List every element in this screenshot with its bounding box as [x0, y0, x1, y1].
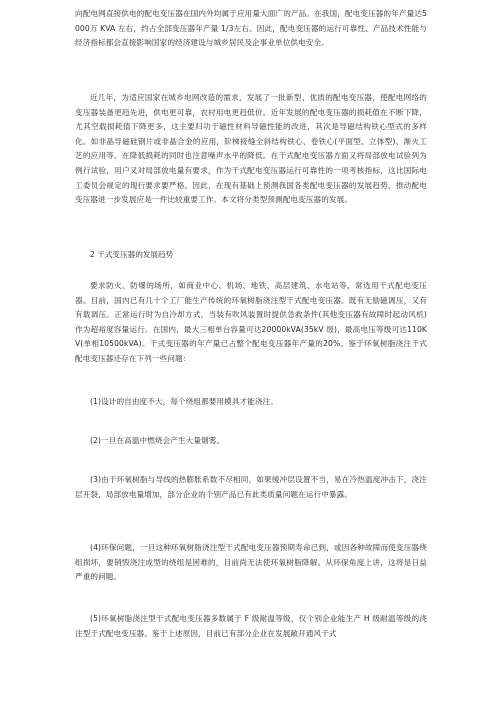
section-heading: 2 干式变压器的发展趋势 — [90, 250, 174, 259]
list-item-4: (4)环保问题，一旦这种环氧树脂浇注型干式配电变压器预期寿命已到，或因各种故障而使变压器绕组损坏，要销毁浇注成型的绕组是困难的，目前尚无法使环氧树脂降解。从环保角度上讲，这将是日益严重的问题。 — [75, 543, 427, 582]
paragraph-intro: 向配电网直接供电的配电变压器在国内外均属于应用量大面广的产品。在我国，配电变压器的年产量达5000万 KVA 左右，约占全部变压器年产量 1/3左右。因此，配电变压器的运行可靠性、产品技术性能与经济指标都会直接影响国家的经济建设与城乡居民及企事业单位供电安全。 — [75, 9, 427, 48]
paragraph-recent-development: 近几年，为适应国家在城乡电网改造的需求，发展了一批新型、优质的配电变压器，使配电网络的变压器装备更趋先进，供电更可靠，农村用电更趋低价。近年发展的配电变压器的损耗值在不断下降，尤其空载损耗值下降更多，这主要归功于磁性材料导磁性能的改进，其次是导磁结构铁心型式的多样化。如非晶导磁硅钢片或非晶合金的应用，阶梯接缝全斜结构铁心、卷铁心(平面型、立体型)、渐火工艺的应用等。在降低损耗的同时也注意噪声水平的降低。在干式配电变压器方面又将局部放电试验列为例行试验，用户又对局部放电量有要求，作为干式配电变压器运行可靠性的一项考核指标，这比国际电工委员会规定的现行要求要严格。因此，在现有基础上预测我国各类配电变压器的发展趋势，推动配电变压器进一步发展应是一件比较重要工作。本文将分类型预测配电变压器的发展。 — [75, 93, 427, 205]
list-item-2: (2)一旦在高温中燃烧会产生大量烟雾。 — [90, 436, 225, 445]
paragraph-dry-type-usage: 要求防火、防爆的场所，如商业中心、机场、地铁、高层建筑、水电站等，常选用干式配电变压器。目前，国内已有几十个工厂能生产传统的环氧树脂浇注型干式配电变压器。既有无励磁调压，又有有载调压。正常运行时为自冷却方式，当装有吹风装置时提供急救条件(其他变压器有故障时起动风机)作为超裕度容量运行。在国内，最大三相单台容量可达20000kVA(35kV 级)，最高电压等级可达110KV(单相10500kVA)。干式变压器的年产量已占整个配电变压器年产量的20%。鉴于环氧树脂浇注干式配电变压器还存在下列一些问题： — [75, 281, 427, 363]
list-item-3: (3)由于环氧树脂与导线的热膨胀系数不尽相同，如果缓冲层设置不当，易在冷热温度冲击下，浇注层开裂，局部放电量增加，部分企业的个别产品已有此类质量问题在运行中暴露。 — [75, 475, 427, 499]
list-item-1: (1)设计的自由度不大，每个绕组都要用模具才能浇注。 — [90, 397, 279, 406]
list-item-5: (5)环氧树脂浇注型干式配电变压器多数属于 F 级耐温等级，仅个别企业能生产 H 级耐温等级的浇注型干式配电变压器。鉴于上述原因，目前已有部分企业在发展敞开通风干式 — [75, 614, 427, 638]
